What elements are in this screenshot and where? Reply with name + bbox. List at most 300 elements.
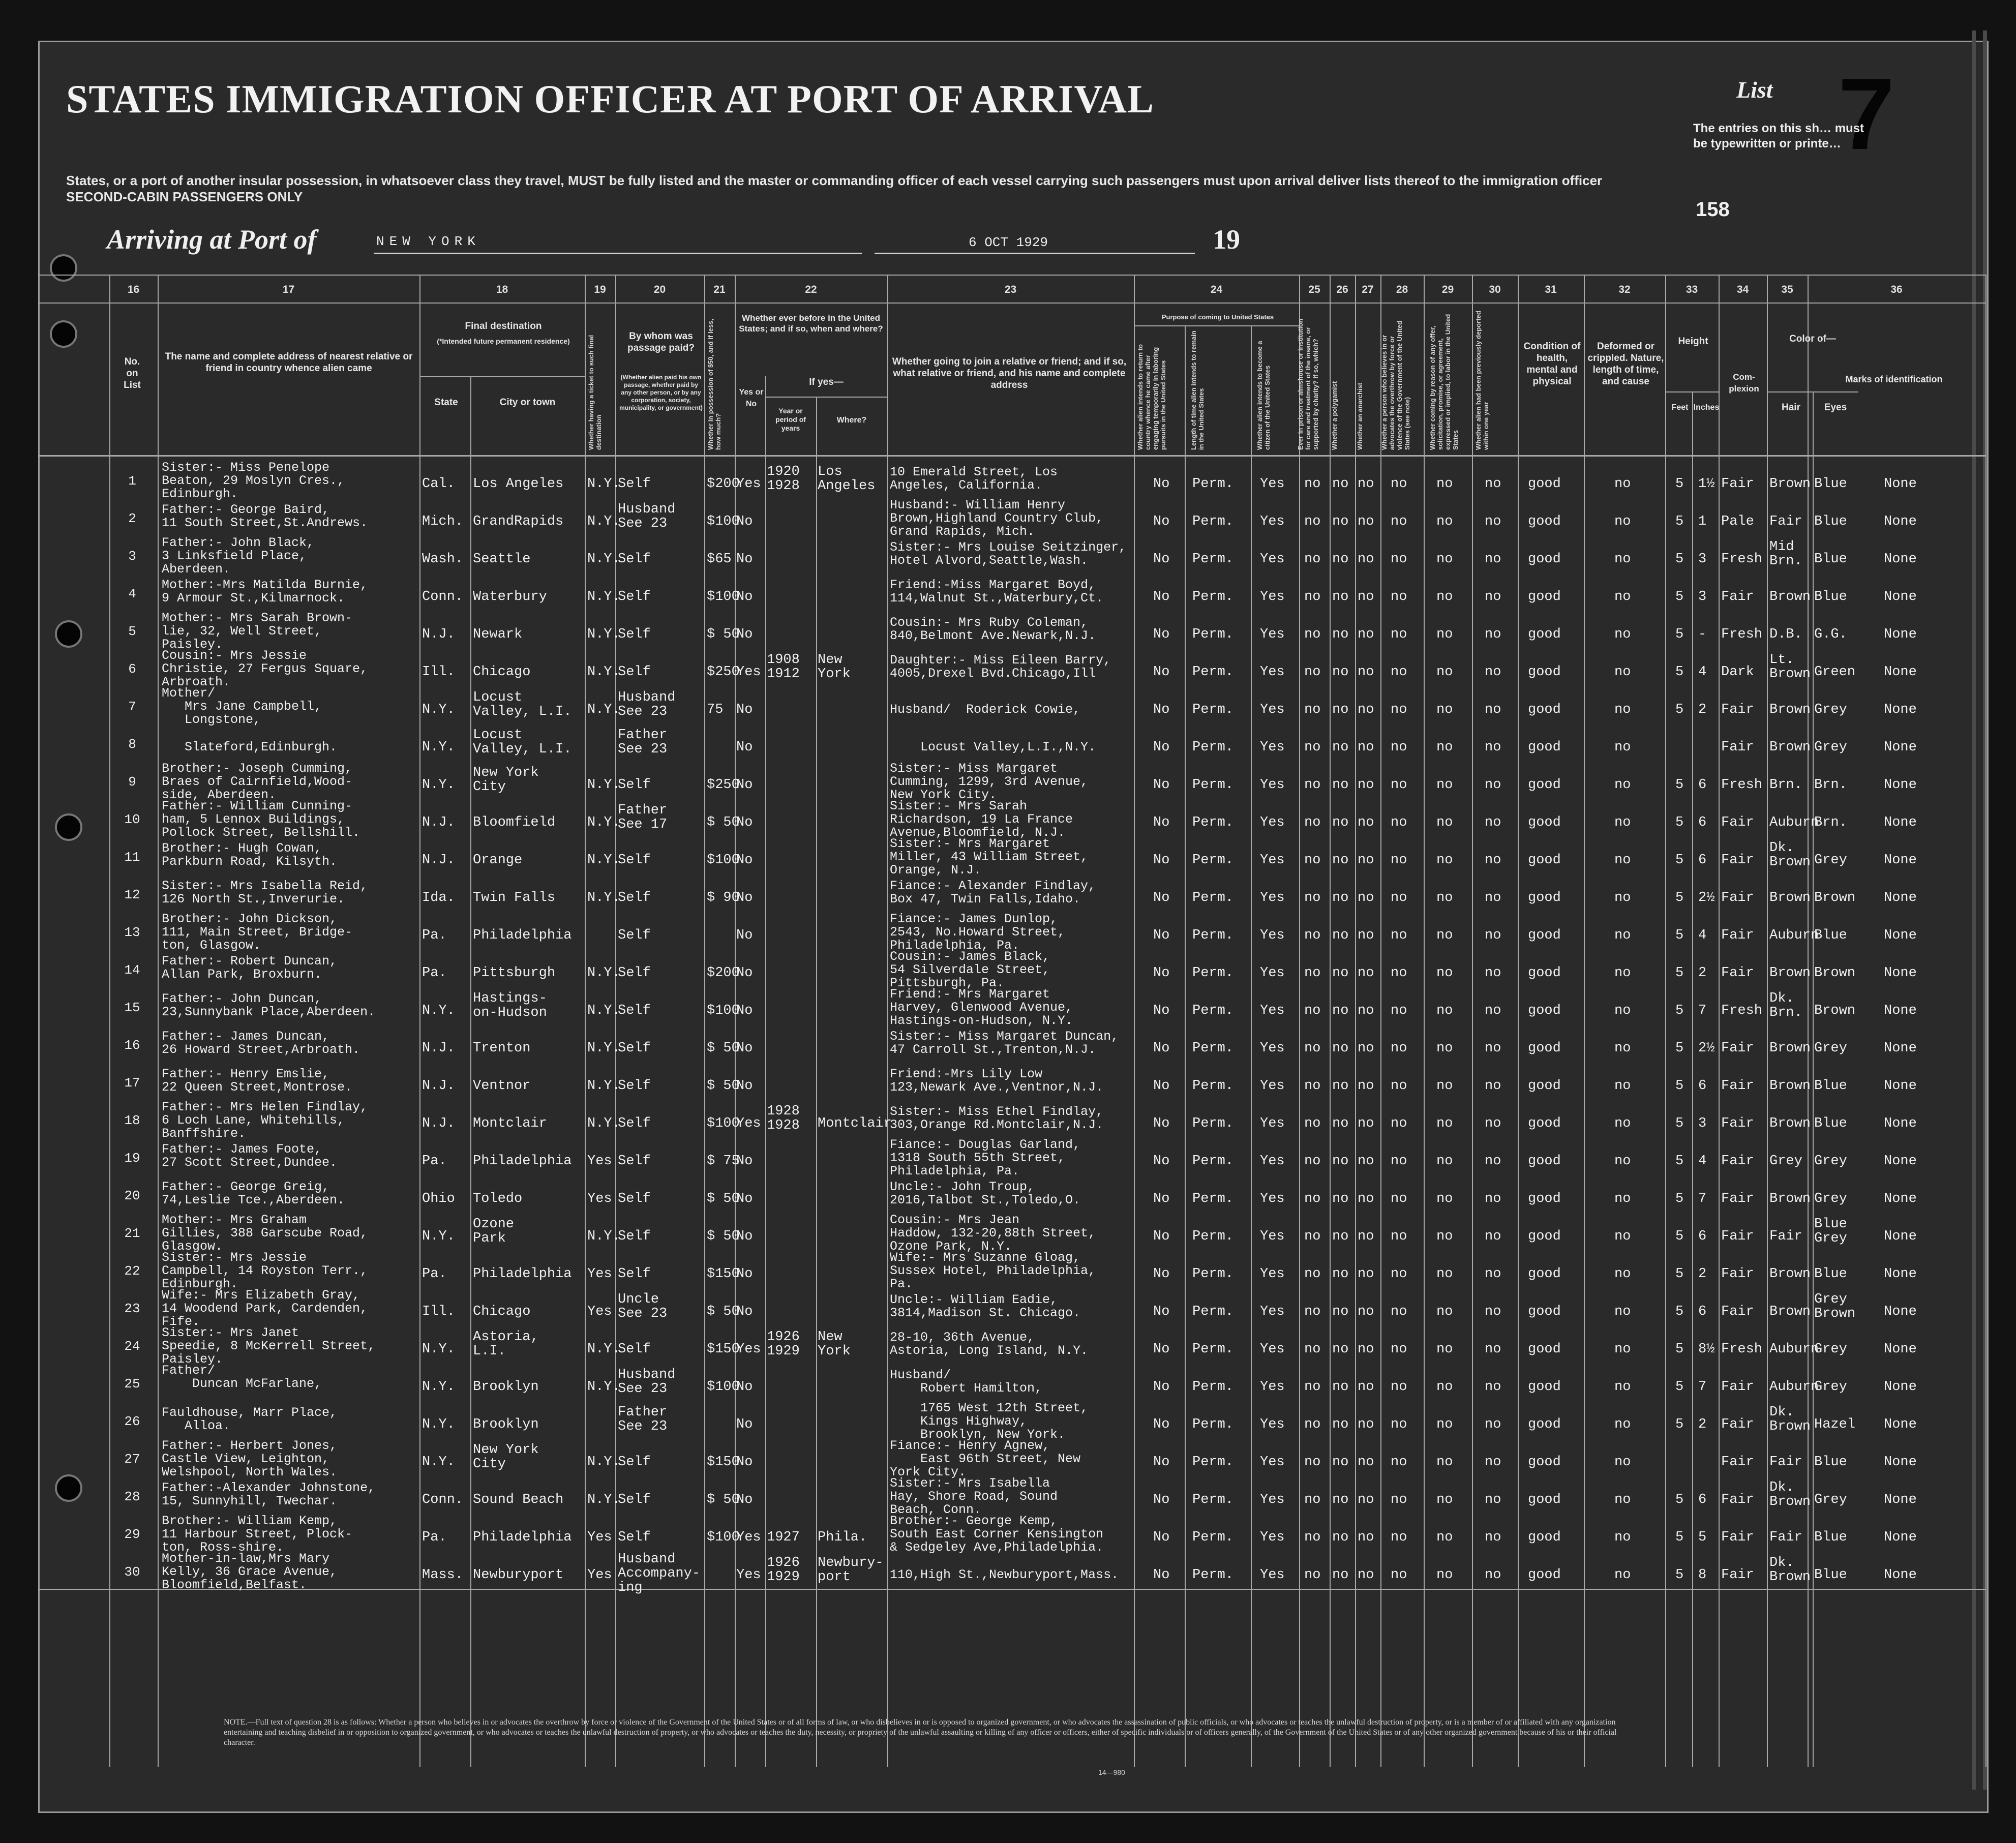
column-rule <box>158 275 159 1767</box>
cell-deported: no <box>1485 1455 1501 1470</box>
cell-money: $250 <box>707 664 740 680</box>
cell-purpose-length: Perm. <box>1192 552 1234 567</box>
cell-prison: no <box>1304 965 1321 981</box>
cell-question-28: no <box>1391 1492 1407 1507</box>
cell-money: $150 <box>707 1455 740 1470</box>
cell-anarchist: no <box>1358 552 1374 567</box>
cell-polygamist: no <box>1332 1417 1349 1432</box>
cell-state: N.Y. <box>422 1003 455 1018</box>
column-number: 28 <box>1396 284 1408 295</box>
cell-before-us: No <box>736 552 753 567</box>
cell-eyes: Blue Grey <box>1814 1217 1847 1246</box>
cell-before-us-years: 1928 1928 <box>767 1104 800 1133</box>
cell-money: $100 <box>707 1379 740 1395</box>
cell-anarchist: no <box>1358 815 1374 830</box>
cell-height-inches: 2 <box>1698 1266 1707 1282</box>
cell-complexion: Fair <box>1721 1304 1754 1319</box>
cell-health: good <box>1528 1379 1561 1395</box>
year-prefix: 19 <box>1213 224 1240 255</box>
cell-state: Mich. <box>422 514 464 529</box>
cell-before-us-years: 1926 1929 <box>767 1330 800 1359</box>
cell-state: Ill. <box>422 1304 455 1319</box>
form-title: STATES IMMIGRATION OFFICER AT PORT OF ARRIVAL <box>66 77 1154 121</box>
column-number: 19 <box>594 284 606 295</box>
cell-passage-paid: Self <box>618 928 651 943</box>
cell-prison: no <box>1304 1304 1321 1319</box>
cell-health: good <box>1528 1003 1561 1018</box>
cell-polygamist: no <box>1332 853 1349 868</box>
cell-city: Toledo <box>473 1191 523 1206</box>
cell-deformed: no <box>1614 965 1631 981</box>
cell-complexion: Fair <box>1721 853 1754 868</box>
cell-health: good <box>1528 1530 1561 1545</box>
cell-question-28: no <box>1391 1041 1407 1056</box>
cell-polygamist: no <box>1332 965 1349 981</box>
cell-marks: None <box>1884 552 1917 567</box>
cell-before-us: Yes <box>736 1116 761 1131</box>
cell-before-us: Yes <box>736 476 761 492</box>
cell-height-inches: 2½ <box>1698 890 1715 905</box>
cell-state: N.Y. <box>422 1229 455 1244</box>
cell-labor-offer: no <box>1436 853 1453 868</box>
cell-before-us-where: New York <box>818 1330 851 1359</box>
rule <box>765 397 887 398</box>
cell-height-feet: 5 <box>1675 552 1684 567</box>
cell-health: good <box>1528 1191 1561 1206</box>
cell-state: Wash. <box>422 552 464 567</box>
cell-city: Ventnor <box>473 1078 531 1094</box>
cell-complexion: Fair <box>1721 1530 1754 1545</box>
cell-height-inches: 4 <box>1698 1154 1707 1169</box>
cell-before-us-where: Los Angeles <box>818 464 876 494</box>
cell-eyes: Grey <box>1814 1191 1847 1206</box>
cell-hair: Grey <box>1769 1154 1802 1169</box>
cell-labor-offer: no <box>1436 552 1453 567</box>
cell-polygamist: no <box>1332 1154 1349 1169</box>
cell-money: $ 75 <box>707 1154 740 1169</box>
cell-purpose-citizen: Yes <box>1260 664 1285 680</box>
cell-deported: no <box>1485 514 1501 529</box>
cell-before-us: No <box>736 1492 753 1507</box>
column-number: 16 <box>127 284 140 295</box>
cell-purpose-length: Perm. <box>1192 1191 1234 1206</box>
cell-purpose-citizen: Yes <box>1260 1229 1285 1244</box>
cell-purpose-length: Perm. <box>1192 853 1234 868</box>
column-number: 30 <box>1489 284 1501 295</box>
cell-height-feet: 5 <box>1675 815 1684 830</box>
column-rule <box>1719 275 1720 1767</box>
cell-marks: None <box>1884 1567 1917 1583</box>
cell-passage-paid: Self <box>618 777 651 793</box>
column-rule <box>109 275 110 1767</box>
cell-ticket: N.Y. <box>587 890 620 905</box>
cell-city: Trenton <box>473 1041 531 1056</box>
cell-anarchist: no <box>1358 1003 1374 1018</box>
cell-labor-offer: no <box>1436 664 1453 680</box>
cell-height-feet: 5 <box>1675 1116 1684 1131</box>
cell-labor-offer: no <box>1436 1304 1453 1319</box>
cell-joining: Fiance:- James Dunlop, 2543, No.Howard Street, Philadelphia, Pa. <box>890 912 1066 953</box>
cell-marks: None <box>1884 1041 1917 1056</box>
column-number: 33 <box>1686 284 1698 295</box>
cell-height-feet: 5 <box>1675 965 1684 981</box>
cell-height-inches: 7 <box>1698 1191 1707 1206</box>
cell-complexion: Fair <box>1721 740 1754 755</box>
cell-eyes: Blue <box>1814 1078 1847 1094</box>
cell-marks: None <box>1884 740 1917 755</box>
header-joining: Whether going to join a relative or friend; and if so, what relative or friend, and his name and complete address <box>892 356 1127 390</box>
cell-before-us: No <box>736 928 753 943</box>
cell-height-feet: 5 <box>1675 1530 1684 1545</box>
cell-deported: no <box>1485 777 1501 793</box>
cell-labor-offer: no <box>1436 1455 1453 1470</box>
row-number: 17 <box>124 1075 140 1091</box>
cell-labor-offer: no <box>1436 476 1453 492</box>
cell-hair: Brown <box>1769 1304 1811 1319</box>
column-number: 18 <box>496 284 508 295</box>
cell-labor-offer: no <box>1436 1154 1453 1169</box>
cell-before-us: No <box>736 1229 753 1244</box>
cell-state: Conn. <box>422 589 464 605</box>
cell-height-feet: 5 <box>1675 1567 1684 1583</box>
cell-purpose-citizen: Yes <box>1260 702 1285 717</box>
cell-height-inches: 8 <box>1698 1567 1707 1583</box>
cell-health: good <box>1528 1342 1561 1357</box>
cell-prison: no <box>1304 1078 1321 1094</box>
cell-hair: Dk. Brown <box>1769 840 1811 870</box>
cell-polygamist: no <box>1332 890 1349 905</box>
cell-purpose-citizen: Yes <box>1260 514 1285 529</box>
cell-marks: None <box>1884 476 1917 492</box>
cell-joining: 28-10, 36th Avenue, Astoria, Long Island, N.Y. <box>890 1330 1089 1358</box>
column-rule <box>1134 275 1135 1767</box>
cell-relative-abroad: Slateford,Edinburgh. <box>162 740 338 754</box>
cell-deformed: no <box>1614 664 1631 680</box>
cell-deported: no <box>1485 890 1501 905</box>
cell-purpose-citizen: Yes <box>1260 1417 1285 1432</box>
cell-state: N.J. <box>422 853 455 868</box>
cell-anarchist: no <box>1358 1154 1374 1169</box>
cell-purpose-return: No <box>1153 1116 1170 1131</box>
cell-question-28: no <box>1391 476 1407 492</box>
cell-passage-paid: Husband Accompany- ing <box>618 1552 701 1595</box>
cell-complexion: Fair <box>1721 702 1754 717</box>
cell-complexion: Fair <box>1721 815 1754 830</box>
column-rule <box>765 376 766 1767</box>
cell-question-28: no <box>1391 1379 1407 1395</box>
cell-hair: Brn. <box>1769 777 1802 793</box>
cell-deformed: no <box>1614 1116 1631 1131</box>
cell-purpose-return: No <box>1153 1266 1170 1282</box>
cell-complexion: Fair <box>1721 1116 1754 1131</box>
cell-polygamist: no <box>1332 1567 1349 1583</box>
cell-health: good <box>1528 1154 1561 1169</box>
cell-labor-offer: no <box>1436 890 1453 905</box>
cell-anarchist: no <box>1358 1191 1374 1206</box>
cell-money: $250 <box>707 777 740 793</box>
cell-before-us: No <box>736 777 753 793</box>
cell-health: good <box>1528 740 1561 755</box>
cell-labor-offer: no <box>1436 815 1453 830</box>
cell-question-28: no <box>1391 1191 1407 1206</box>
cell-joining: 110,High St.,Newburyport,Mass. <box>890 1567 1119 1582</box>
cell-health: good <box>1528 476 1561 492</box>
cell-purpose-return: No <box>1153 1567 1170 1583</box>
cell-deformed: no <box>1614 777 1631 793</box>
cell-ticket: N.Y. <box>587 1455 620 1470</box>
cell-before-us: No <box>736 815 753 830</box>
cell-purpose-citizen: Yes <box>1260 965 1285 981</box>
cell-health: good <box>1528 1492 1561 1507</box>
cell-question-28: no <box>1391 702 1407 717</box>
cell-eyes: Grey <box>1814 702 1847 717</box>
cell-state: Pa. <box>422 1154 447 1169</box>
cell-hair: Fair <box>1769 1455 1802 1470</box>
cell-passage-paid: Self <box>618 1116 651 1131</box>
cell-eyes: Blue <box>1814 589 1847 605</box>
cell-joining: Sister:- Miss Margaret Cumming, 1299, 3rd Avenue, New York City. <box>890 761 1089 802</box>
cell-hair: Auburn <box>1769 815 1819 830</box>
cell-relative-abroad: Brother:- John Dickson, 111, Main Street, Bridge- ton, Glasgow. <box>162 912 353 953</box>
cell-labor-offer: no <box>1436 1116 1453 1131</box>
cell-health: good <box>1528 853 1561 868</box>
header-eyes: Eyes <box>1824 402 1847 413</box>
cell-joining: Husband/ Roderick Cowie, <box>890 702 1081 717</box>
cell-question-28: no <box>1391 1567 1407 1583</box>
row-number: 4 <box>128 586 136 601</box>
row-number: 21 <box>124 1226 140 1241</box>
cell-eyes: Grey <box>1814 1379 1847 1395</box>
header-purpose: Purpose of coming to United States <box>1161 313 1274 321</box>
cell-deformed: no <box>1614 1003 1631 1018</box>
cell-joining: Fiance:- Douglas Garland, 1318 South 55th Street, Philadelphia, Pa. <box>890 1137 1081 1179</box>
cell-city: Orange <box>473 853 523 868</box>
cell-passage-paid: Self <box>618 552 651 567</box>
cell-hair: Dk. Brown <box>1769 1480 1811 1509</box>
cell-deported: no <box>1485 1116 1501 1131</box>
header-purpose-citizen: Whether alien intends to become a citizen of the United States <box>1256 341 1271 450</box>
cell-city: Chicago <box>473 1304 531 1319</box>
cell-question-28: no <box>1391 777 1407 793</box>
column-number: 35 <box>1781 284 1793 295</box>
cell-height-feet: 5 <box>1675 627 1684 642</box>
cell-purpose-length: Perm. <box>1192 1567 1234 1583</box>
header-feet: Feet <box>1671 403 1689 412</box>
cell-purpose-return: No <box>1153 1191 1170 1206</box>
cell-labor-offer: no <box>1436 589 1453 605</box>
cell-deported: no <box>1485 1379 1501 1395</box>
cell-question-28: no <box>1391 514 1407 529</box>
cell-joining: Cousin:- James Black, 54 Silverdale Street, Pittsburgh, Pa. <box>890 949 1050 990</box>
cell-purpose-length: Perm. <box>1192 1417 1234 1432</box>
cell-marks: None <box>1884 1492 1917 1507</box>
cell-complexion: Fair <box>1721 589 1754 605</box>
cell-polygamist: no <box>1332 777 1349 793</box>
cell-before-us-where: Montclair <box>818 1116 892 1131</box>
cell-city: New York City <box>473 1442 539 1472</box>
cell-purpose-citizen: Yes <box>1260 1003 1285 1018</box>
cell-height-feet: 5 <box>1675 1492 1684 1507</box>
cell-deported: no <box>1485 1041 1501 1056</box>
cell-deported: no <box>1485 1567 1501 1583</box>
cell-city: Sound Beach <box>473 1492 564 1507</box>
cell-height-inches: 3 <box>1698 552 1707 567</box>
cell-city: GrandRapids <box>473 514 564 529</box>
cell-passage-paid: Husband See 23 <box>618 502 676 531</box>
cell-height-inches: 2 <box>1698 965 1707 981</box>
cell-relative-abroad: Father:- Henry Emslie, 22 Queen Street,Montrose. <box>162 1067 353 1095</box>
cell-eyes: Grey <box>1814 1492 1847 1507</box>
cell-eyes: Hazel <box>1814 1417 1856 1432</box>
cell-deformed: no <box>1614 740 1631 755</box>
cell-purpose-citizen: Yes <box>1260 853 1285 868</box>
cell-question-28: no <box>1391 1154 1407 1169</box>
cell-hair: D.B. <box>1769 627 1802 642</box>
cell-height-inches: 5 <box>1698 1530 1707 1545</box>
cell-passage-paid: Self <box>618 1492 651 1507</box>
cell-eyes: Blue <box>1814 514 1847 529</box>
cell-labor-offer: no <box>1436 1530 1453 1545</box>
cell-purpose-return: No <box>1153 1530 1170 1545</box>
cell-complexion: Fair <box>1721 928 1754 943</box>
cell-health: good <box>1528 1567 1561 1583</box>
cell-purpose-citizen: Yes <box>1260 1567 1285 1583</box>
cell-purpose-length: Perm. <box>1192 1455 1234 1470</box>
cell-polygamist: no <box>1332 1116 1349 1131</box>
cell-joining: Sister:- Mrs Margaret Miller, 43 William Street, Orange, N.J. <box>890 836 1089 878</box>
cell-labor-offer: no <box>1436 1003 1453 1018</box>
cell-city: Astoria, L.I. <box>473 1330 539 1359</box>
column-rule <box>887 275 888 1767</box>
cell-before-us: No <box>736 965 753 981</box>
cell-passage-paid: Self <box>618 853 651 868</box>
cell-height-inches: 4 <box>1698 928 1707 943</box>
cell-state: Pa. <box>422 1266 447 1282</box>
column-rule <box>1518 275 1519 1767</box>
cell-ticket: Yes <box>587 1154 612 1169</box>
cell-eyes: Blue <box>1814 1455 1847 1470</box>
header-ticket: Whether having a ticket to such final destination <box>587 335 603 450</box>
cell-before-us: No <box>736 1154 753 1169</box>
header-final-destination-note: (*Intended future permanent residence) <box>437 337 570 345</box>
cell-question-28: no <box>1391 928 1407 943</box>
cell-passage-paid: Self <box>618 627 651 642</box>
cell-complexion: Fair <box>1721 1078 1754 1094</box>
cell-health: good <box>1528 1116 1561 1131</box>
header-passage-paid: By whom was passage paid? <box>627 331 695 353</box>
cell-city: Newburyport <box>473 1567 564 1583</box>
cell-anarchist: no <box>1358 627 1374 642</box>
row-number: 24 <box>124 1339 140 1354</box>
binder-hole <box>50 254 77 282</box>
cell-hair: Auburn <box>1769 1342 1819 1357</box>
cell-deported: no <box>1485 627 1501 642</box>
header-complexion: Com- plexion <box>1729 372 1759 394</box>
row-number: 10 <box>124 812 140 827</box>
cell-hair: Brown <box>1769 476 1811 492</box>
cell-prison: no <box>1304 1229 1321 1244</box>
row-number: 15 <box>124 1000 140 1015</box>
cell-purpose-length: Perm. <box>1192 928 1234 943</box>
cell-purpose-return: No <box>1153 1078 1170 1094</box>
cell-marks: None <box>1884 1266 1917 1282</box>
header-deformed: Deformed or crippled. Nature, length of time, and cause <box>1587 341 1664 387</box>
cell-deported: no <box>1485 1304 1501 1319</box>
cell-deformed: no <box>1614 702 1631 717</box>
cell-height-inches: 1 <box>1698 514 1707 529</box>
cell-marks: None <box>1884 1229 1917 1244</box>
cell-polygamist: no <box>1332 1304 1349 1319</box>
column-rule <box>585 275 586 1767</box>
header-prison: Ever in prison or almshouse or institution for care and treatment of the insane, or supported by charity? If so, which? <box>1297 319 1319 450</box>
cell-money: $100 <box>707 514 740 529</box>
cell-anarchist: no <box>1358 702 1374 717</box>
cell-joining: Sister:- Miss Ethel Findlay, 303,Orange Rd.Montclair,N.J. <box>890 1104 1104 1132</box>
column-rule <box>1584 275 1585 1767</box>
cell-purpose-length: Perm. <box>1192 476 1234 492</box>
cell-height-inches: 3 <box>1698 589 1707 605</box>
cell-money: $100 <box>707 1530 740 1545</box>
header-no-on-list: No. on List <box>124 356 141 390</box>
cell-deformed: no <box>1614 1455 1631 1470</box>
cell-deformed: no <box>1614 1567 1631 1583</box>
cell-height-feet: 5 <box>1675 1003 1684 1018</box>
cell-eyes: Blue <box>1814 1530 1847 1545</box>
cell-money: $65 <box>707 552 732 567</box>
cell-money: $200 <box>707 476 740 492</box>
cell-purpose-return: No <box>1153 815 1170 830</box>
cell-purpose-length: Perm. <box>1192 890 1234 905</box>
cell-relative-abroad: Fauldhouse, Marr Place, Alloa. <box>162 1405 338 1433</box>
cell-city: Locust Valley, L.I. <box>473 690 572 719</box>
cell-eyes: Blue <box>1814 476 1847 492</box>
cell-height-inches: 6 <box>1698 815 1707 830</box>
header-inches: Inches <box>1693 403 1720 412</box>
cell-polygamist: no <box>1332 740 1349 755</box>
cell-ticket: N.Y. <box>587 1379 620 1395</box>
cell-eyes: Brn. <box>1814 777 1847 793</box>
cell-relative-abroad: Father:- George Baird, 11 South Street,St.Andrews. <box>162 502 368 530</box>
cell-ticket: N.Y. <box>587 1041 620 1056</box>
cell-purpose-citizen: Yes <box>1260 1116 1285 1131</box>
cell-labor-offer: no <box>1436 1229 1453 1244</box>
cell-city: Montclair <box>473 1116 547 1131</box>
row-number: 26 <box>124 1414 140 1429</box>
cell-ticket: N.Y. <box>587 552 620 567</box>
header-labor-offer: Whether coming by reason of any offer, solicitation, promise, or agreement, expressed or implied, to labor in the United States <box>1429 314 1459 450</box>
cell-eyes: Grey <box>1814 1154 1847 1169</box>
cell-height-feet: 5 <box>1675 1266 1684 1282</box>
cell-state: N.J. <box>422 1078 455 1094</box>
cell-height-feet: 5 <box>1675 928 1684 943</box>
cell-purpose-return: No <box>1153 928 1170 943</box>
cell-height-inches: 6 <box>1698 1304 1707 1319</box>
cell-prison: no <box>1304 1154 1321 1169</box>
cell-eyes: Blue <box>1814 1116 1847 1131</box>
cell-deported: no <box>1485 1154 1501 1169</box>
cell-height-feet: 5 <box>1675 777 1684 793</box>
port-of-arrival: NEW YORK <box>376 234 480 249</box>
cell-before-us: Yes <box>736 1530 761 1545</box>
row-number: 7 <box>128 699 136 714</box>
cell-before-us: No <box>736 702 753 717</box>
port-underline <box>374 253 862 254</box>
cell-polygamist: no <box>1332 1492 1349 1507</box>
rule <box>1665 391 1719 392</box>
cell-health: good <box>1528 815 1561 830</box>
cell-state: Pa. <box>422 1530 447 1545</box>
cell-ticket: N.Y. <box>587 965 620 981</box>
